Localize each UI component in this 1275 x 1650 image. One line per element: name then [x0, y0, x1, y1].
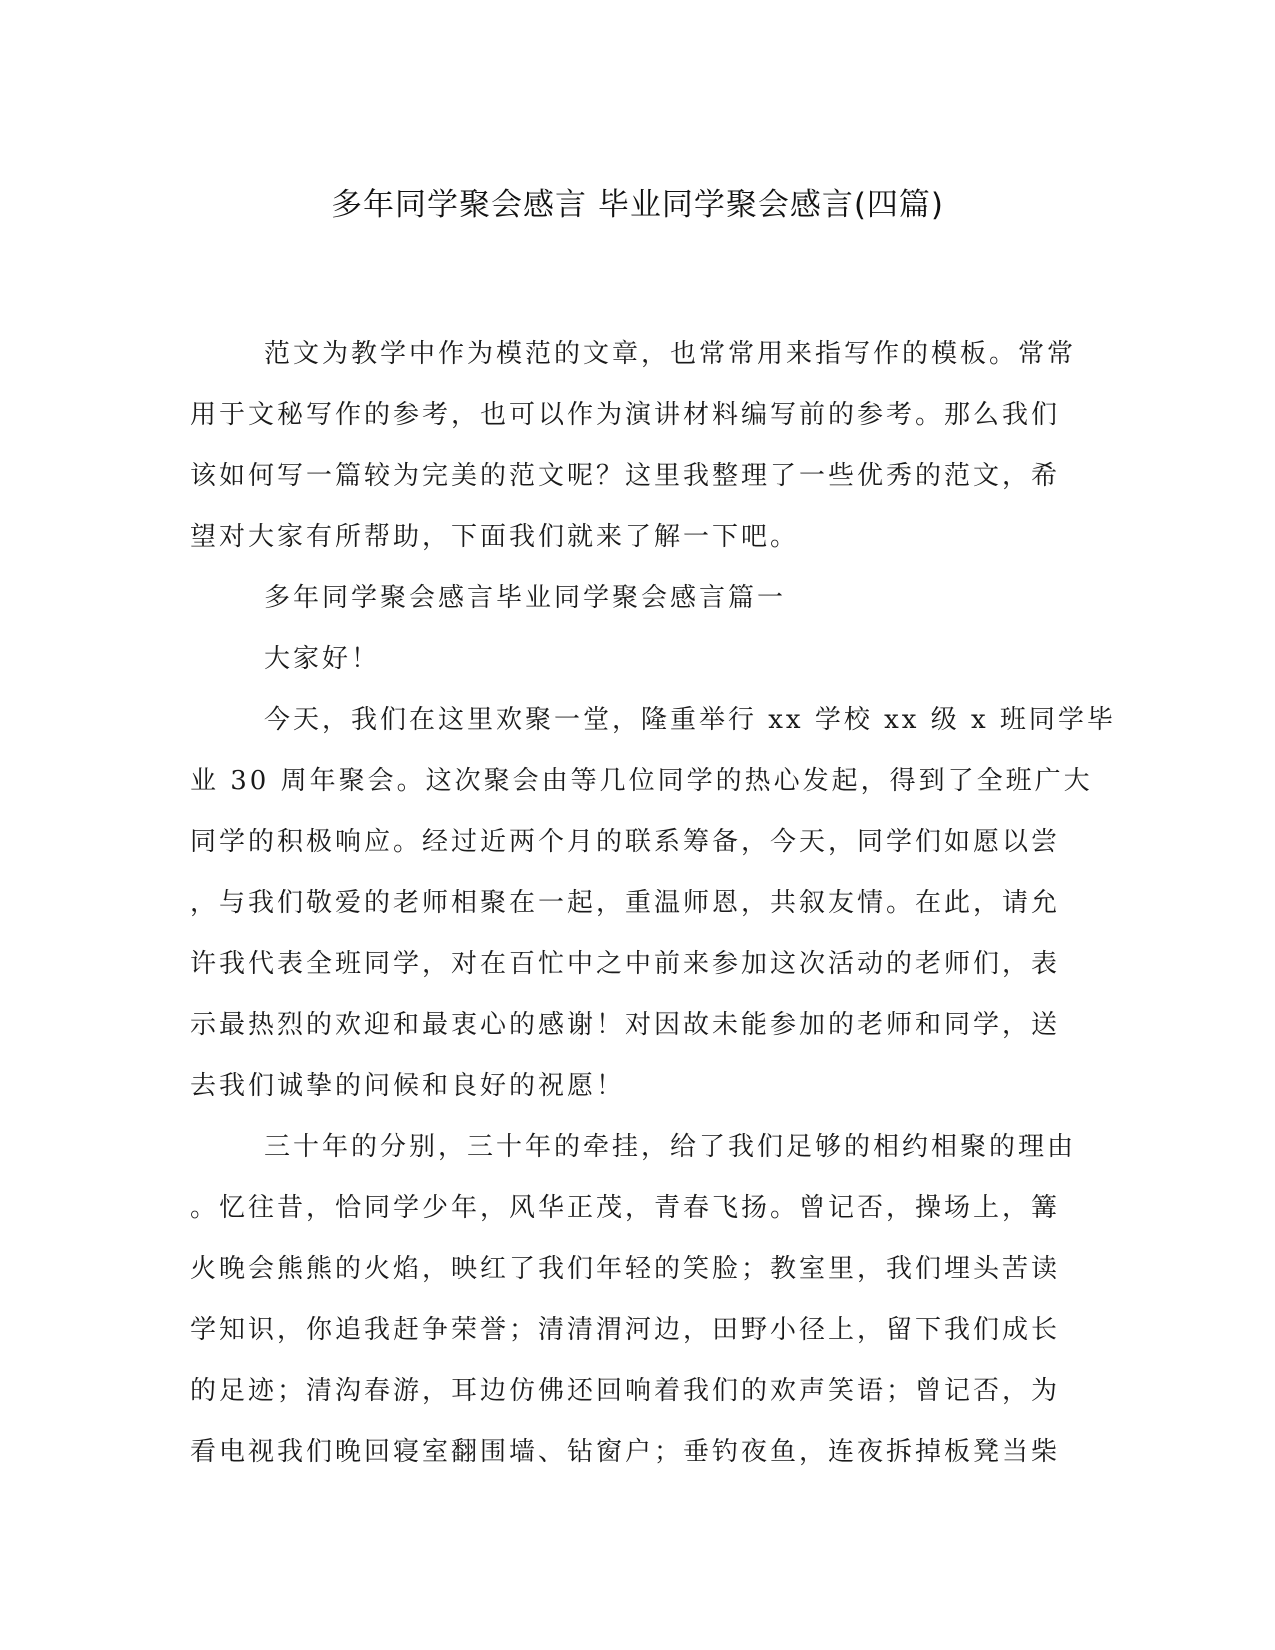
- text-line: 范文为教学中作为模范的文章，也常常用来指写作的模板。常常: [264, 339, 1077, 369]
- text-line: 示最热烈的欢迎和最衷心的感谢！对因故未能参加的老师和同学，送: [190, 1010, 1061, 1040]
- text-line: 望对大家有所帮助，下面我们就来了解一下吧。: [190, 522, 800, 552]
- text-line: 今天，我们在这里欢聚一堂，隆重举行 xx 学校 xx 级 x 班同学毕: [264, 705, 1116, 735]
- text-line: 学知识，你追我赶争荣誉；清清渭河边，田野小径上，留下我们成长: [190, 1315, 1061, 1345]
- text-line: 去我们诚挚的问候和良好的祝愿！: [190, 1071, 626, 1101]
- document-body: [190, 330, 1116, 1489]
- text-line: 大家好！: [264, 644, 381, 674]
- text-line: ，与我们敬爱的老师相聚在一起，重温师恩，共叙友情。在此，请允: [190, 888, 1061, 918]
- text-line: 业 30 周年聚会。这次聚会由等几位同学的热心发起，得到了全班广大: [190, 766, 1093, 796]
- text-line: 火晚会熊熊的火焰，映红了我们年轻的笑脸；教室里，我们埋头苦读: [190, 1254, 1061, 1284]
- text-line: 三十年的分别，三十年的牵挂，给了我们足够的相约相聚的理由: [264, 1132, 1077, 1162]
- text-line: 同学的积极响应。经过近两个月的联系筹备，今天，同学们如愿以尝: [190, 827, 1061, 857]
- text-line: 用于文秘写作的参考，也可以作为演讲材料编写前的参考。那么我们: [190, 400, 1061, 430]
- text-line: 。忆往昔，恰同学少年，风华正茂，青春飞扬。曾记否，操场上，篝: [190, 1193, 1061, 1223]
- document-title: 多年同学聚会感言 毕业同学聚会感言(四篇): [330, 187, 945, 223]
- text-line: 看电视我们晚回寝室翻围墙、钻窗户；垂钓夜鱼，连夜拆掉板凳当柴: [190, 1437, 1061, 1467]
- text-line: 许我代表全班同学，对在百忙中之中前来参加这次活动的老师们，表: [190, 949, 1061, 979]
- text-line: 该如何写一篇较为完美的范文呢？这里我整理了一些优秀的范文，希: [190, 461, 1061, 491]
- text-line: 多年同学聚会感言毕业同学聚会感言篇一: [264, 583, 787, 613]
- text-line: 的足迹；清沟春游，耳边仿佛还回响着我们的欢声笑语；曾记否，为: [190, 1376, 1061, 1406]
